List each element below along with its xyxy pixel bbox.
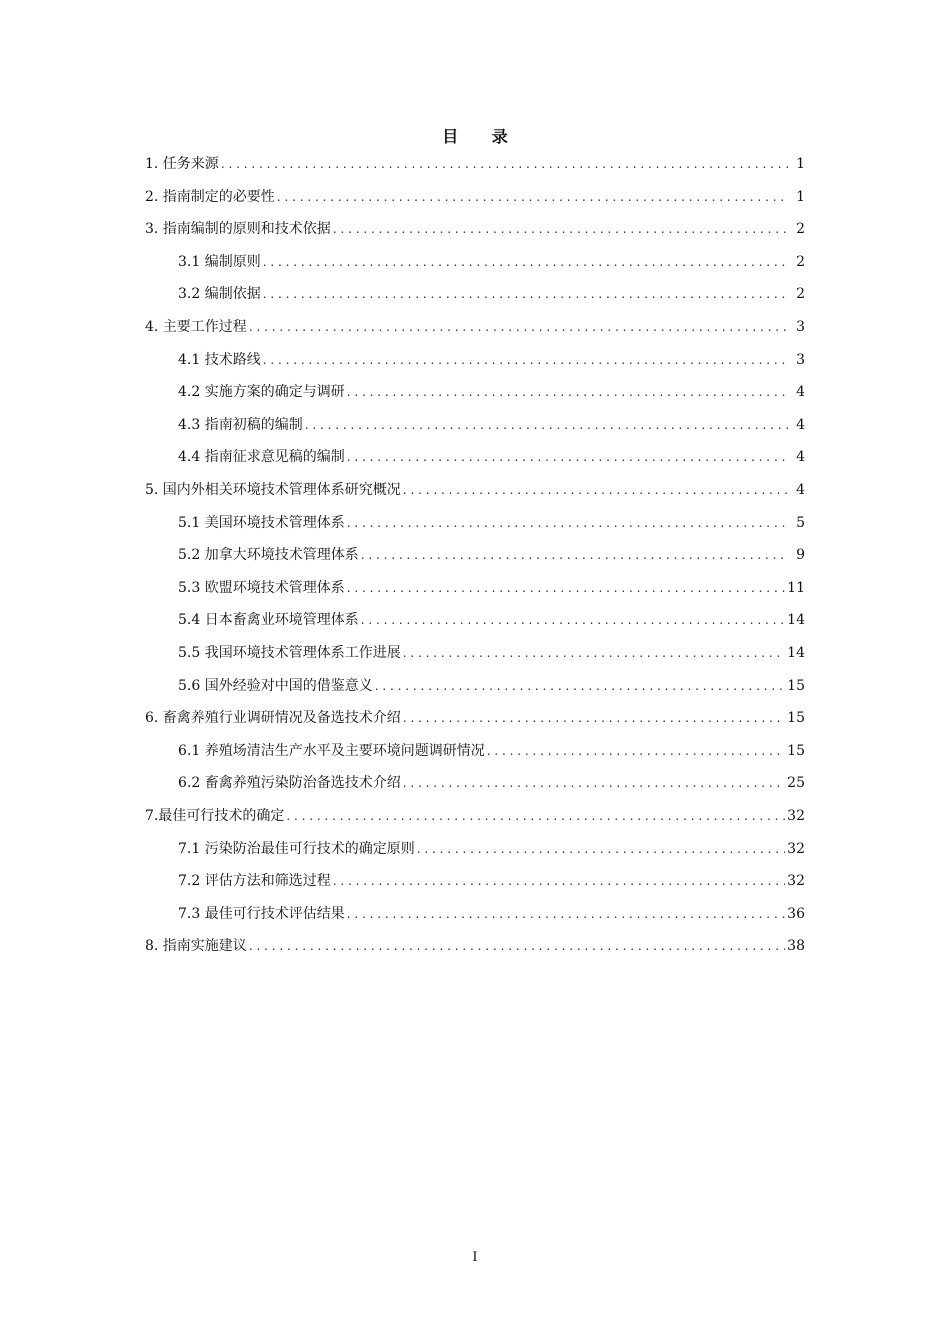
toc-entry[interactable] (178, 576, 805, 600)
toc-entry[interactable] (178, 413, 805, 437)
toc-leader-dots (263, 282, 789, 306)
toc-entry[interactable] (178, 543, 805, 567)
toc-leader-dots (403, 641, 785, 665)
toc-entry[interactable] (145, 152, 805, 176)
toc-entry[interactable] (145, 315, 805, 339)
toc-entry-label: 5.2 加拿大环境技术管理体系 (178, 547, 359, 564)
toc-entry-label: 4.2 实施方案的确定与调研 (178, 384, 345, 401)
toc-leader-dots (403, 478, 789, 502)
toc-entry-label: 4.4 指南征求意见稿的编制 (178, 449, 345, 466)
toc-leader-dots (286, 804, 785, 828)
toc-entry-label: 1. 任务来源 (145, 156, 219, 172)
toc-leader-dots (417, 837, 785, 861)
toc-entry-label: 5.4 日本畜禽业环境管理体系 (178, 612, 359, 629)
toc-entry[interactable] (145, 185, 805, 209)
toc-entry-page: 14 (787, 645, 805, 661)
toc-leader-dots (403, 771, 785, 795)
toc-entry-page: 36 (787, 905, 805, 922)
toc-entry[interactable] (178, 608, 805, 632)
toc-leader-dots (347, 380, 789, 404)
toc-entry-label: 5.6 国外经验对中国的借鉴意义 (178, 677, 373, 694)
toc-entry-page: 2 (796, 286, 805, 303)
toc-leader-dots (347, 511, 789, 535)
toc-leader-dots (403, 706, 785, 730)
toc-entry-page: 1 (796, 188, 805, 205)
toc-entry[interactable] (145, 706, 805, 730)
toc-entry[interactable] (178, 739, 805, 763)
toc-entry-label: 8. 指南实施建议 (145, 938, 247, 955)
toc-entry-page: 3 (796, 351, 805, 368)
toc-leader-dots (305, 413, 789, 437)
toc-entry[interactable] (178, 771, 805, 795)
toc-entry[interactable] (178, 641, 805, 665)
toc-entry-page: 5 (796, 514, 805, 531)
toc-entry-label: 5.5 我国环境技术管理体系工作进展 (178, 645, 401, 661)
toc-entry[interactable] (178, 250, 805, 274)
toc-entry[interactable] (178, 445, 805, 469)
toc-entry-page: 4 (796, 384, 805, 401)
toc-leader-dots (263, 348, 789, 372)
toc-entry[interactable] (178, 869, 805, 893)
toc-entry-page: 32 (787, 840, 805, 857)
toc-entry-page: 4 (796, 449, 805, 466)
toc-leader-dots (333, 869, 785, 893)
toc-entry[interactable] (145, 804, 805, 828)
toc-entry-label: 3. 指南编制的原则和技术依据 (145, 221, 331, 238)
toc-entry-label: 7.3 最佳可行技术评估结果 (178, 905, 345, 922)
toc-entry[interactable] (145, 934, 805, 958)
toc-leader-dots (347, 902, 785, 926)
toc-entry-page: 11 (787, 579, 805, 596)
toc-entry-label: 3.1 编制原则 (178, 253, 261, 270)
toc-entry-page: 15 (787, 710, 805, 727)
toc-entry-page: 32 (787, 808, 805, 824)
toc-leader-dots (333, 217, 789, 241)
toc-entry[interactable] (178, 282, 805, 306)
toc-leader-dots (361, 608, 785, 632)
toc-entry[interactable] (178, 348, 805, 372)
toc-entry-page: 32 (787, 873, 805, 890)
toc-entry-label: 6. 畜禽养殖行业调研情况及备选技术介绍 (145, 710, 401, 727)
toc-entry-label: 6.2 畜禽养殖污染防治备选技术介绍 (178, 775, 401, 792)
toc-entry-page: 38 (787, 938, 805, 955)
toc-leader-dots (249, 315, 789, 339)
toc-entry-page: 9 (796, 547, 805, 564)
toc-entry-label: 3.2 编制依据 (178, 286, 261, 303)
toc-entry-page: 4 (796, 482, 805, 498)
toc-title: 目 录 (442, 127, 522, 146)
toc-entry-label: 5.1 美国环境技术管理体系 (178, 514, 345, 531)
toc-entry[interactable] (145, 478, 805, 502)
toc-leader-dots (277, 185, 789, 209)
toc-entry-label: 7.2 评估方法和筛选过程 (178, 873, 331, 890)
toc-entry-page: 15 (787, 742, 805, 759)
toc-entry-label: 2. 指南制定的必要性 (145, 188, 275, 205)
toc-leader-dots (487, 739, 785, 763)
toc-entry[interactable] (145, 217, 805, 241)
toc-entry-label: 4. 主要工作过程 (145, 319, 247, 335)
toc-entry-page: 3 (796, 319, 805, 335)
toc-entry-page: 4 (796, 416, 805, 433)
toc-entry-page: 2 (796, 221, 805, 238)
toc-entry-label: 6.1 养殖场清洁生产水平及主要环境问题调研情况 (178, 742, 485, 759)
toc-entry[interactable] (178, 902, 805, 926)
toc-entry[interactable] (178, 511, 805, 535)
toc-entry-page: 14 (787, 612, 805, 629)
toc-entry-label: 7.最佳可行技术的确定 (145, 808, 285, 824)
toc-entry-page: 2 (796, 253, 805, 270)
toc-entry-label: 5. 国内外相关环境技术管理体系研究概况 (145, 482, 401, 498)
toc-leader-dots (347, 445, 789, 469)
toc-entry-page: 15 (787, 677, 805, 694)
toc-entry-page: 25 (787, 775, 805, 792)
toc-entry[interactable] (178, 380, 805, 404)
toc-leader-dots (375, 674, 785, 698)
toc-entry[interactable] (178, 837, 805, 861)
toc-entry-label: 4.3 指南初稿的编制 (178, 416, 303, 433)
toc-leader-dots (263, 250, 789, 274)
toc-leader-dots (221, 152, 789, 176)
toc-entry-page: 1 (796, 156, 805, 172)
page-number: I (472, 1250, 478, 1265)
toc-entry-label: 7.1 污染防治最佳可行技术的确定原则 (178, 840, 415, 857)
toc-leader-dots (249, 934, 785, 958)
toc-leader-dots (347, 576, 785, 600)
toc-entry-label: 5.3 欧盟环境技术管理体系 (178, 579, 345, 596)
toc-entry-label: 4.1 技术路线 (178, 351, 261, 368)
toc-leader-dots (361, 543, 789, 567)
toc-entry[interactable] (178, 674, 805, 698)
